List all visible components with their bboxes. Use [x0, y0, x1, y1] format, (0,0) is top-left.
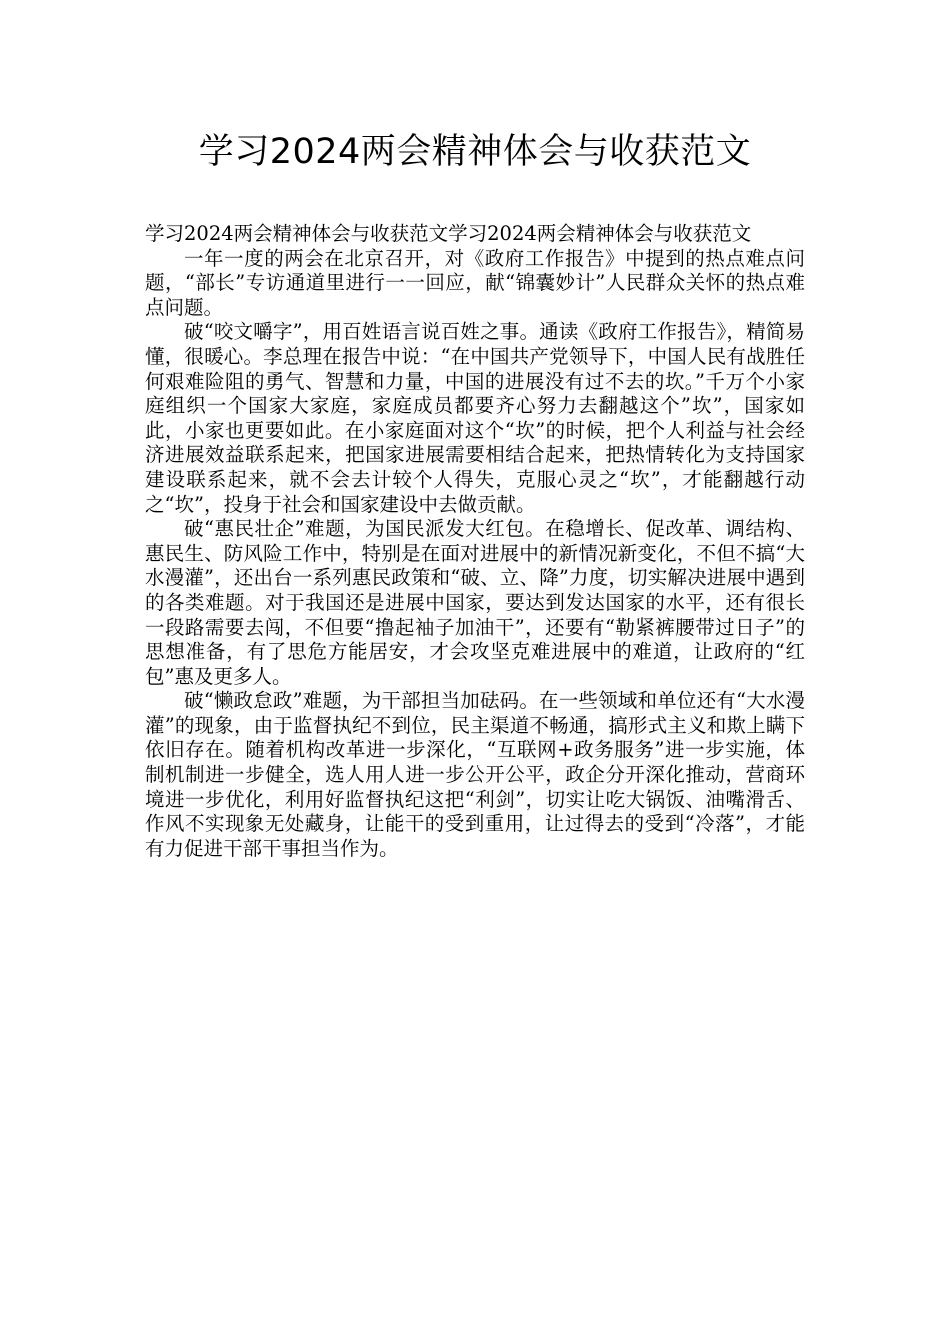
paragraph-heading-repeat: 学习2024两会精神体会与收获范文学习2024两会精神体会与收获范文 [145, 222, 752, 245]
paragraph-language: 破“咬文嚼字”，用百姓语言说百姓之事。通读《政府工作报告》，精简易懂，很暖心。李总理在报告中说：“在中国共产党领导下，中国人民有战胜任何艰难险阻的勇气、智慧和力量，中国的进展没有过不去的坎。”千万个小家庭组织一个国家大家庭，家庭成员都要齐心努力去翻越这个”坎”，国家如此，小家也更要如此。在小家庭面对这个“坎”的时候，把个人利益与社会经济进展效益联系起来，把国家进展需要相结合起来，把热情转化为支持国家建设联系起来，就不会去计较个人得失，克服心灵之“坎”，才能翻越行动之“坎”，投身于社会和国家建设中去做贡献。 [145, 320, 805, 516]
paragraph-intro: 一年一度的两会在北京召开，对《政府工作报告》中提到的热点难点问题，“部长”专访通道里进行一一回应，献“锦囊妙计”人民群众关怀的热点难点问题。 [145, 246, 805, 319]
document-body [145, 222, 805, 861]
paragraph-cadre: 破“懒政怠政”难题，为干部担当加砝码。在一些领域和单位还有“大水漫灌”的现象，由于监督执纪不到位，民主渠道不畅通，搞形式主义和欺上瞒下依旧存在。随着机构改革进一步深化，“互联网+政务服务”进一步实施，体制机制进一步健全，选人用人进一步公开公平，政企分开深化推动，营商环境进一步优化，利用好监督执纪这把“利剑”，切实让吃大锅饭、油嘴滑舌、作风不实现象无处藏身，让能干的受到重用，让过得去的受到“冷落”，才能有力促进干部干事担当作为。 [145, 689, 805, 860]
paragraph-benefit: 破“惠民壮企”难题，为国民派发大红包。在稳增长、促改革、调结构、惠民生、防风险工作中，特别是在面对进展中的新情况新变化，不但不搞“大水漫灌”，还出台一系列惠民政策和“破、立、降”力度，切实解决进展中遇到的各类难题。对于我国还是进展中国家，要达到发达国家的水平，还有很长一段路需要去闯，不但要“撸起袖子加油干”，还要有“勒紧裤腰带过日子”的思想准备，有了思危方能居安，才会攻坚克难进展中的难道，让政府的“红包”惠及更多人。 [145, 517, 805, 688]
document-title: 学习2024两会精神体会与收获范文 [198, 132, 752, 172]
